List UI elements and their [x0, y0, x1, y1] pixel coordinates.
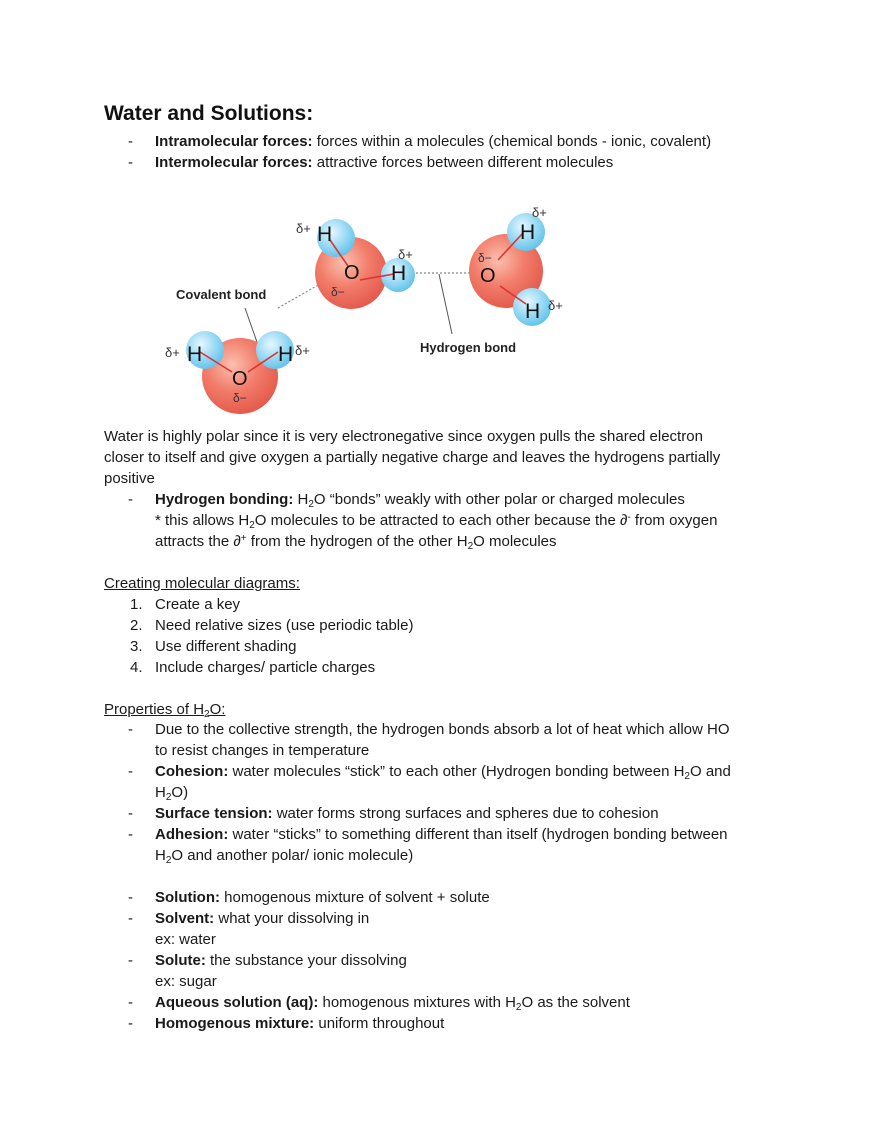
atom-label: H — [525, 300, 541, 323]
charge-label: δ+ — [296, 221, 311, 236]
term: Solution: — [155, 889, 220, 906]
term: Intermolecular forces: — [155, 154, 313, 171]
text: O molecules to be attracted to each other because the ∂ — [254, 512, 628, 529]
bullet-dash: - — [128, 952, 133, 969]
list-item-intermolecular — [155, 152, 613, 173]
text: attracts the ∂ — [155, 533, 241, 550]
text: from the hydrogen of the other H — [246, 533, 468, 550]
bullet-dash: - — [128, 133, 133, 150]
list-item-solute — [155, 950, 407, 971]
term: Adhesion: — [155, 826, 229, 843]
subscript: 2 — [308, 499, 314, 510]
list-item-continuation: to resist changes in temperature — [155, 742, 370, 759]
definition: homogenous mixture of solvent + solute — [219, 889, 490, 906]
definition: water “sticks” to something different than itself (hydrogen bonding between — [228, 826, 728, 843]
subscript: 2 — [467, 541, 474, 552]
section-heading — [104, 699, 225, 720]
bullet-dash: - — [128, 889, 133, 906]
water-hydrogen-bond-diagram — [160, 200, 580, 425]
text: O as the solvent — [521, 994, 630, 1011]
paragraph-line: Water is highly polar since it is very electronegative since oxygen pulls the shared electron — [104, 428, 703, 445]
term: Intramolecular forces: — [155, 133, 313, 150]
definition: attractive forces between different molecules — [312, 154, 614, 171]
list-item-surface-tension — [155, 803, 659, 824]
list-item: Create a key — [155, 596, 241, 613]
text: * this allows H — [155, 512, 250, 529]
atom-label: H — [317, 223, 333, 246]
bullet-dash: - — [128, 805, 133, 822]
atom-label: H — [520, 221, 536, 244]
water-molecule-1 — [165, 331, 310, 414]
text: Properties of H — [104, 701, 205, 718]
subscript: 2 — [165, 792, 172, 803]
list-number: 4. — [130, 659, 143, 676]
note-line — [155, 510, 717, 531]
bullet-dash: - — [128, 994, 133, 1011]
example-line: ex: sugar — [155, 973, 217, 990]
paragraph-line: positive — [104, 470, 155, 487]
subscript: 2 — [204, 709, 210, 720]
list-item-adhesion — [155, 824, 728, 845]
text: homogenous mixtures with H — [318, 994, 516, 1011]
definition: water forms strong surfaces and spheres due to cohesion — [272, 805, 659, 822]
charge-label: δ− — [478, 251, 492, 265]
charge-label: δ− — [331, 285, 345, 299]
term: Cohesion: — [155, 763, 229, 780]
atom-label: H — [187, 343, 203, 366]
superscript: + — [240, 533, 247, 544]
list-item: Need relative sizes (use periodic table) — [155, 617, 414, 634]
bullet-dash: - — [128, 910, 133, 927]
term: Solvent: — [155, 910, 215, 927]
example-line: ex: water — [155, 931, 216, 948]
text: water molecules “stick” to each other (Hydrogen bonding between H — [228, 763, 685, 780]
term: Solute: — [155, 952, 206, 969]
charge-label: δ+ — [532, 205, 547, 220]
hydrogen-leader-line — [439, 274, 452, 334]
hydrogen-bond-label: Hydrogen bond — [420, 340, 517, 355]
text: O “bonds” weakly with other polar or charged molecules — [313, 491, 685, 508]
term: Aqueous solution (aq): — [155, 994, 319, 1011]
text: H — [155, 784, 166, 801]
charge-label: δ+ — [295, 343, 310, 358]
definition: forces within a molecules (chemical bonds - ionic, covalent) — [312, 133, 712, 150]
list-item-continuation — [155, 845, 413, 866]
section-heading — [104, 573, 300, 594]
bullet-dash: - — [128, 721, 133, 738]
subscript: 2 — [684, 771, 690, 782]
list-item-cohesion — [155, 761, 731, 782]
list-item-heat: Due to the collective strength, the hydrogen bonds absorb a lot of heat which allow HO — [155, 721, 730, 738]
atom-label: O — [480, 265, 496, 287]
text: H — [297, 491, 309, 508]
atom-label: O — [232, 368, 248, 390]
charge-label: δ+ — [548, 298, 563, 313]
bullet-dash: - — [128, 491, 133, 508]
list-number: 2. — [130, 617, 143, 634]
definition: the substance your dissolving — [205, 952, 407, 969]
bullet-dash: - — [128, 826, 133, 843]
list-item-homogenous — [155, 1013, 444, 1034]
definition: uniform throughout — [314, 1015, 445, 1032]
atom-label: O — [344, 262, 360, 284]
list-number: 1. — [130, 596, 143, 613]
list-item: Include charges/ particle charges — [155, 659, 376, 676]
subscript: 2 — [515, 1002, 522, 1013]
definition: what your dissolving in — [214, 910, 370, 927]
subscript: 2 — [165, 855, 172, 866]
text: O) — [171, 784, 189, 801]
list-item-hydrogen-bonding — [155, 489, 685, 510]
term: Hydrogen bonding: — [155, 491, 294, 508]
list-item-solution — [155, 887, 490, 908]
subscript: 2 — [249, 520, 255, 531]
paragraph-line: closer to itself and give oxygen a partially negative charge and leaves the hydrogens partially — [104, 449, 721, 466]
bullet-dash: - — [128, 1015, 133, 1032]
superscript: - — [627, 512, 631, 523]
heading-text — [104, 701, 225, 718]
list-item: Use different shading — [155, 638, 297, 655]
text: O and another polar/ ionic molecule) — [171, 847, 414, 864]
term: Homogenous mixture: — [155, 1015, 315, 1032]
list-item-continuation — [155, 782, 188, 803]
note-line — [155, 531, 557, 552]
bullet-dash: - — [128, 154, 133, 171]
list-item-intramolecular — [155, 131, 711, 152]
heading-text: Creating molecular diagrams: — [104, 575, 300, 592]
text: from oxygen — [630, 512, 718, 529]
atom-label: H — [391, 262, 407, 285]
text: O and — [689, 763, 731, 780]
charge-label: δ+ — [165, 345, 180, 360]
charge-label: δ− — [233, 391, 247, 405]
page-title: Water and Solutions: — [104, 102, 314, 125]
water-molecule-3 — [469, 205, 563, 326]
atom-label: H — [278, 343, 294, 366]
text: O: — [209, 701, 226, 718]
covalent-bond-label: Covalent bond — [176, 287, 267, 302]
bullet-dash: - — [128, 763, 133, 780]
text: O molecules — [473, 533, 557, 550]
term: Surface tension: — [155, 805, 273, 822]
hydrogen-bond-dots — [278, 284, 320, 308]
text: H — [155, 847, 166, 864]
charge-label: δ+ — [398, 247, 413, 262]
list-item-solvent — [155, 908, 369, 929]
water-molecule-2 — [296, 219, 415, 309]
list-item-aqueous — [155, 992, 630, 1013]
list-number: 3. — [130, 638, 143, 655]
